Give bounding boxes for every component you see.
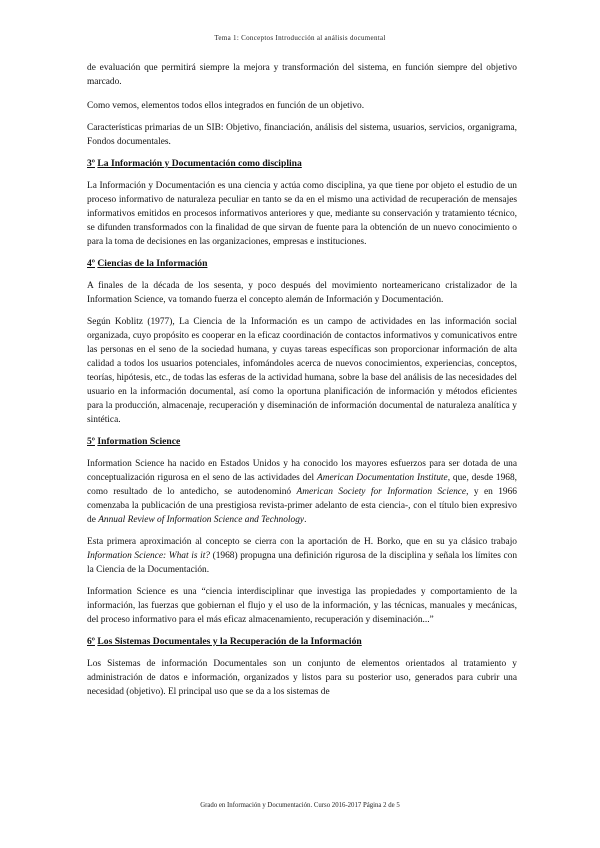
paragraph: Características primarias de un SIB: Objetivo, financiación, análisis del sistema, usuarios, servicios, organigrama, Fondos documentales. — [87, 123, 517, 147]
section-number: 3º — [87, 158, 95, 169]
section-heading-3 — [87, 157, 517, 171]
section-number: 6º — [87, 636, 95, 647]
paragraph: de evaluación que permitirá siempre la mejora y transformación del sistema, en función siempre del objetivo marcado. — [87, 63, 517, 87]
section-title: La Información y Documentación como disciplina — [97, 158, 302, 169]
paragraph: Según Koblitz (1977), La Ciencia de la Información es un campo de actividades en las información social organizada, cuyo propósito es cooperar en la eficaz coordinación de contactos informativos y comunicativos entre las personas en el seno de la sociedad humana, y cuyas tareas específicas son proporcionar información de alta calidad a todos los usuarios potenciales, infomándoles acerca de nuevos conocimientos, experiencias, conceptos, teorías, hipótesis, etc., de todas las esferas de la actividad humana, sobre la base del análisis de las necesidades del usuario en la información documental, así como la oportuna planificación de información y métodos eficientes para la producción, almacenaje, recuperación y diseminación de información documental de naturaleza analítica y sintética. — [87, 317, 517, 425]
paragraph: Como vemos, elementos todos ellos integrados en función de un objetivo. — [87, 101, 365, 111]
section-number: 4º — [87, 258, 95, 269]
text-run: Information Science ha nacido en Estados Unidos y ha conocido los mayores esfuerzos para ser dotada de una conceptualización rigurosa en el seno de las actividades del — [87, 459, 517, 483]
italic-run: Information Science: What is it? — [87, 551, 210, 561]
page-footer: Grado en Información y Documentación. Curso 2016-2017 Página 2 de 5 — [200, 802, 400, 809]
document-body — [87, 61, 517, 707]
section-number: 5º — [87, 436, 95, 447]
page-header: Tema 1: Conceptos Introducción al análisis documental — [214, 34, 386, 42]
section-title: Los Sistemas Documentales y la Recuperación de la Información — [97, 636, 362, 647]
section-title: Information Science — [97, 436, 181, 447]
italic-run: American Documentation Institute — [316, 473, 448, 483]
paragraph: Information Science es una “ciencia interdisciplinar que investiga las propiedades y comportamiento de la información, las fuerzas que gobiernan el flujo y el uso de la información, y las técnicas, manuales y mecánicas, del proceso informativo para el más eficaz almacenamiento, recuperación y diseminación...” — [87, 587, 517, 625]
section-title: Ciencias de la Información — [97, 258, 208, 269]
text-run: , que, desde 1968, como resultado de lo antedicho, se autodenominó — [87, 473, 517, 497]
text-run: , y en 1966 comenzaba la publicación de una prestigiosa revista-primer adelanto de esta ciencia-, con el título bien expresivo de — [87, 487, 517, 525]
paragraph — [87, 457, 517, 527]
paragraph: A finales de la década de los sesenta, y poco después del movimiento norteamericano cristalizador de la Information Science, va tomando fuerza el concepto alemán de Información y Documentación. — [87, 281, 517, 305]
italic-run: American Society for Information Science — [296, 487, 467, 497]
paragraph: La Información y Documentación es una ciencia y actúa como disciplina, ya que tiene por objeto el estudio de un proceso informativo de naturaleza peculiar en tanto se da en el mismo una actividad de recuperación de mensajes informativos emitidos en procesos informativos anteriores y que, mediante su conservación y tratamiento técnico, se difunden transformados con la finalidad de que sirvan de fuente para la obtención de un nuevo conocimiento o para la toma de decisiones en las organizaciones, empresas e instituciones. — [87, 181, 517, 247]
paragraph — [87, 535, 517, 577]
section-heading-4 — [87, 257, 517, 271]
text-run: (1968) propugna una definición rigurosa de la disciplina y señala los límites con la Ciencia de la Documentación. — [87, 551, 518, 575]
italic-run: Annual Review of Information Science and Technology — [98, 515, 305, 525]
text-run: Esta primera aproximación al concepto se cierra con la aportación de H. Borko, que en su ya clásico trabajo — [87, 537, 517, 547]
section-heading-6 — [87, 635, 517, 649]
text-run: . — [304, 515, 307, 525]
section-heading-5 — [87, 435, 517, 449]
paragraph: Los Sistemas de información Documentales son un conjunto de elementos orientados al tratamiento y administración de datos e información, organizados y listos para su posterior uso, generados para cubrir una necesidad (objetivo). El principal uso que se da a los sistemas de — [87, 659, 517, 697]
